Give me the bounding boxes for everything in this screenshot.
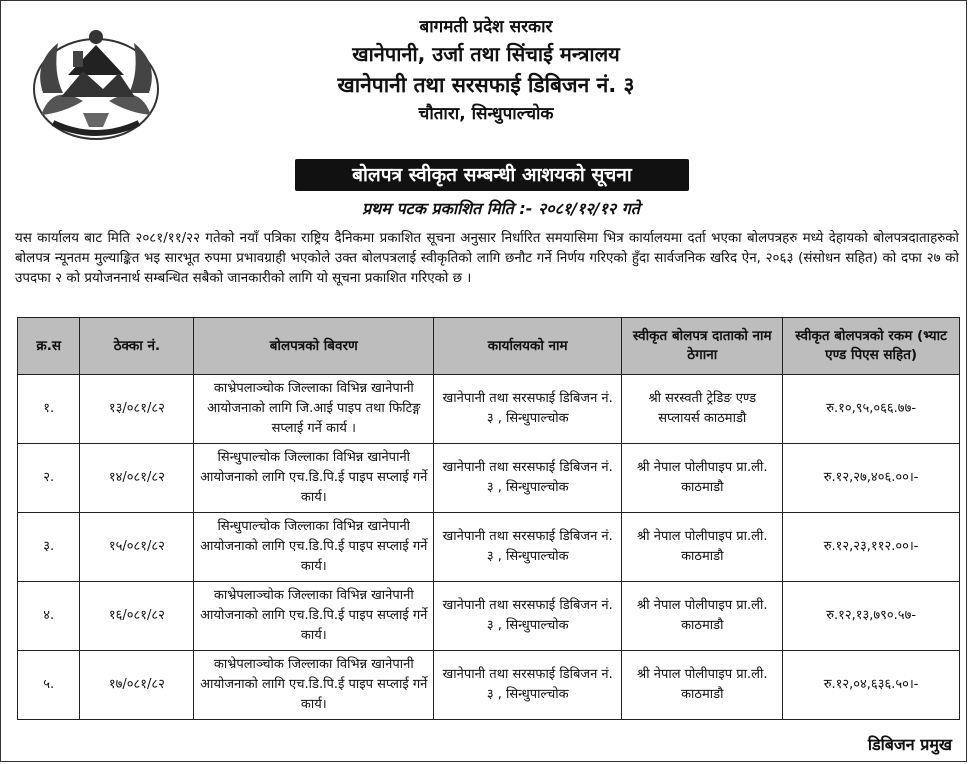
row-contract: १५/०८१/८२	[80, 513, 194, 582]
signature-title: डिबिजन प्रमुख	[867, 735, 952, 754]
row-office: खानेपानी तथा सरसफाई डिबिजन नं. ३ , सिन्धुपाल्चोक	[434, 582, 622, 651]
row-contract: १६/०८१/८२	[80, 582, 194, 651]
row-description: काभ्रेपलाञ्चोक जिल्लाका विभिन्न खानेपानी आयोजनाको लागि एच.डि.पि.ई पाइप सप्लाई गर्ने कार्य।	[194, 651, 434, 720]
row-office: खानेपानी तथा सरसफाई डिबिजन नं. ३ , सिन्धुपाल्चोक	[434, 651, 622, 720]
row-sn: ३.	[18, 513, 80, 582]
notice-body: यस कार्यालय बाट मिति २०८१/११/२२ गतेको नयाँ पत्रिका राष्ट्रिय दैनिकमा प्रकाशित सूचना अनुसार निर्धारित समयासिमा भित्र कार्यालयमा दर्ता भएका बोलपत्रहरु मध्ये देहायको बोलपत्रदाताहरुको बोलपत्र न्यूनतम मुल्याङ्कित भइ सारभूत रुपमा प्रभावग्राही भएकोले उक्त बोलपत्रलाई स्वीकृतिको लागि छनौट गर्ने निर्णय गरिएको हुँदा सार्वजनिक खरिद ऐन, २०६३ (संसोधन सहित) को दफा २७ को उपदफा २ को प्रयोजननार्थ सम्बन्धित सबैको जानकारीको लागि यो सूचना प्रकाशित गरिएको छ ।	[15, 231, 959, 286]
col-bidder: स्वीकृत बोलपत्र दाताको नाम ठेगाना	[622, 318, 783, 375]
row-description: काभ्रेपलाञ्चोक जिल्लाका विभिन्न खानेपानी आयोजनाको लागि एच.डि.पि.ई पाइप सप्लाई गर्ने कार्य।	[194, 582, 434, 651]
row-amount: रु.१०,९५,०६६.७७-	[783, 375, 960, 444]
row-sn: ४.	[18, 582, 80, 651]
office-header	[201, 13, 771, 127]
row-description: सिन्धुपाल्चोक जिल्लाका विभिन्न खानेपानी आयोजनाको लागि एच.डि.पि.ई पाइप सप्लाई गर्ने कार्य।	[194, 444, 434, 513]
publish-date: प्रथम पटक प्रकाशित मिति :- २०८१/१२/१२ गते	[362, 199, 640, 218]
bid-table	[17, 317, 960, 720]
table-row	[18, 375, 960, 444]
notice-title: बोलपत्र स्वीकृत सम्बन्धी आशयको सूचना	[295, 159, 689, 191]
nepal-emblem-icon	[23, 23, 169, 147]
row-office: खानेपानी तथा सरसफाई डिबिजन नं. ३ , सिन्धुपाल्चोक	[434, 375, 622, 444]
row-bidder: श्री नेपाल पोलीपाइप प्रा.ली. काठमाडौ	[622, 444, 783, 513]
row-bidder: श्री नेपाल पोलीपाइप प्रा.ली. काठमाडौ	[622, 513, 783, 582]
col-sn: क्र.स	[18, 318, 80, 375]
table-row	[18, 582, 960, 651]
row-bidder: श्री नेपाल पोलीपाइप प्रा.ली. काठमाडौ	[622, 651, 783, 720]
table-row	[18, 444, 960, 513]
col-amount: स्वीकृत बोलपत्रको रकम (भ्याट एण्ड पिएस सहित)	[783, 318, 960, 375]
row-sn: ५.	[18, 651, 80, 720]
table-row	[18, 513, 960, 582]
row-contract: १७/०८१/८२	[80, 651, 194, 720]
row-amount: रु.१२,१३,७९०.५७-	[783, 582, 960, 651]
row-bidder: श्री नेपाल पोलीपाइप प्रा.ली. काठमाडौ	[622, 582, 783, 651]
row-office: खानेपानी तथा सरसफाई डिबिजन नं. ३ , सिन्धुपाल्चोक	[434, 513, 622, 582]
row-office: खानेपानी तथा सरसफाई डिबिजन नं. ३ , सिन्धुपाल्चोक	[434, 444, 622, 513]
row-amount: रु.१२,२७,४०६.००।-	[783, 444, 960, 513]
row-description: काभ्रेपलाञ्चोक जिल्लाका विभिन्न खानेपानी आयोजनाको लागि जि.आई पाइप तथा फिटिङ्ग सप्लाई गर्ने कार्य ।	[194, 375, 434, 444]
table-header-row	[18, 318, 960, 375]
row-contract: १४/०८१/८२	[80, 444, 194, 513]
row-description: सिन्धुपाल्चोक जिल्लाका विभिन्न खानेपानी आयोजनाको लागि एच.डि.पि.ई पाइप सप्लाई गर्ने कार्य।	[194, 513, 434, 582]
row-amount: रु.१२,०४,६३६.५०।-	[783, 651, 960, 720]
row-sn: २.	[18, 444, 80, 513]
division-name: खानेपानी तथा सरसफाई डिबिजन नं. ३	[337, 73, 635, 97]
row-bidder: श्री सरस्वती ट्रेडिङ एण्ड सप्लायर्स काठमाडौ	[622, 375, 783, 444]
row-sn: १.	[18, 375, 80, 444]
ministry-name: खानेपानी, उर्जा तथा सिंचाई मन्त्रालय	[352, 42, 620, 66]
col-office: कार्यालयको नाम	[434, 318, 622, 375]
row-amount: रु.१२,२३,११२.००।-	[783, 513, 960, 582]
col-contract: ठेक्का नं.	[80, 318, 194, 375]
office-address: चौतारा, सिन्धुपाल्चोक	[418, 104, 554, 124]
col-description: बोलपत्रको बिवरण	[194, 318, 434, 375]
table-row	[18, 651, 960, 720]
row-contract: १३/०८१/८२	[80, 375, 194, 444]
province-govt: बागमती प्रदेश सरकार	[419, 17, 553, 37]
